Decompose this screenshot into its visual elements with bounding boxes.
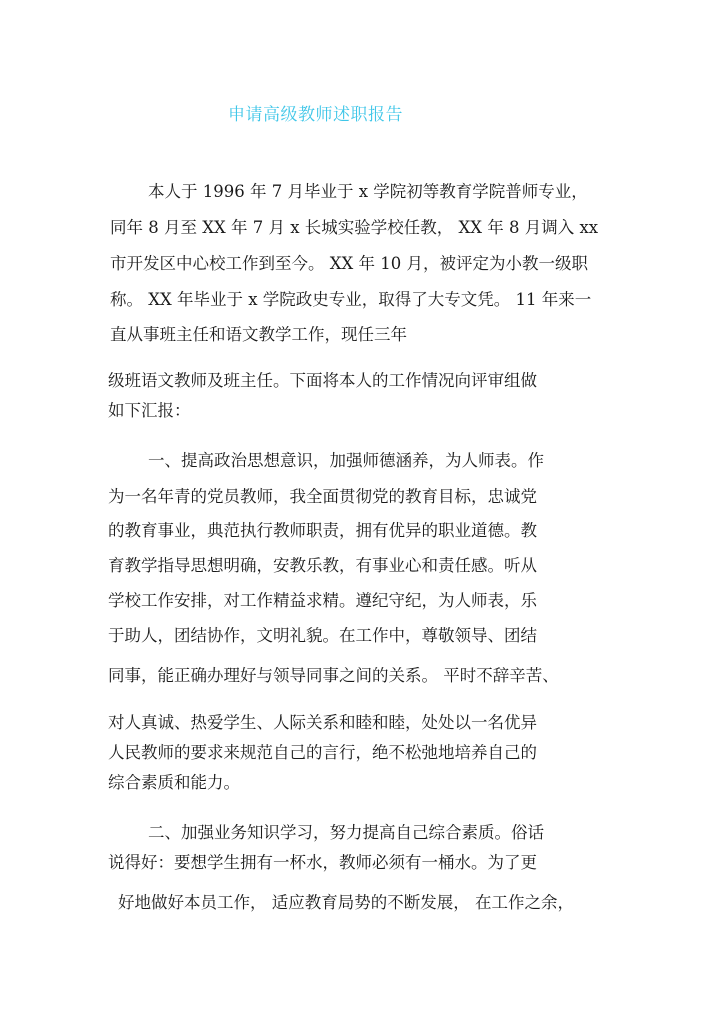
- text-line: 于助人，团结协作，文明礼貌。在工作中，尊敬领导、团结: [108, 626, 537, 645]
- text-line: 学校工作安排，对工作精益求精。遵纪守纪，为人师表，乐: [108, 591, 537, 610]
- text-line: 市开发区中心校工作到至今。 XX 年 10 月，被评定为小教一级职: [110, 254, 588, 273]
- text-line: 二、加强业务知识学习，努力提高自己综合素质。俗话: [148, 823, 544, 842]
- text-line: 对人真诚、热爱学生、人际关系和睦和睦，处处以一名优异: [108, 713, 537, 732]
- document-title: 申请高级教师述职报告: [228, 105, 403, 125]
- text-line: 直从事班主任和语文教学工作，现任三年: [110, 325, 407, 344]
- text-line: 好地做好本员工作， 适应教育局势的不断发展， 在工作之余，: [118, 893, 574, 912]
- text-line: 综合素质和能力。: [108, 773, 240, 792]
- text-line: 本人于 1996 年 7 月毕业于 x 学院初等教育学院普师专业，: [148, 182, 588, 201]
- text-line: 人民教师的要求来规范自己的言行，绝不松弛地培养自己的: [108, 743, 537, 762]
- text-line: 为一名年青的党员教师，我全面贯彻党的教育目标，忠诚党: [108, 487, 537, 506]
- text-line: 级班语文教师及班主任。下面将本人的工作情况向评审组做: [108, 371, 537, 390]
- text-line: 同事，能正确办理好与领导同事之间的关系。 平时不辞辛苦、: [108, 666, 559, 685]
- text-line: 育教学指导思想明确，安教乐教，有事业心和责任感。听从: [108, 556, 537, 575]
- text-line: 同年 8 月至 XX 年 7 月 x 长城实验学校任教， XX 年 8 月调入 xx: [110, 218, 599, 237]
- text-line: 一、提高政治思想意识，加强师德涵养，为人师表。作: [148, 451, 544, 470]
- text-line: 称。 XX 年毕业于 x 学院政史专业，取得了大专文凭。 11 年来一: [110, 290, 592, 309]
- text-line: 的教育事业，典范执行教师职责，拥有优异的职业道德。教: [108, 521, 537, 540]
- text-line: 如下汇报：: [108, 401, 191, 420]
- text-line: 说得好：要想学生拥有一杯水，教师必须有一桶水。为了更: [108, 853, 537, 872]
